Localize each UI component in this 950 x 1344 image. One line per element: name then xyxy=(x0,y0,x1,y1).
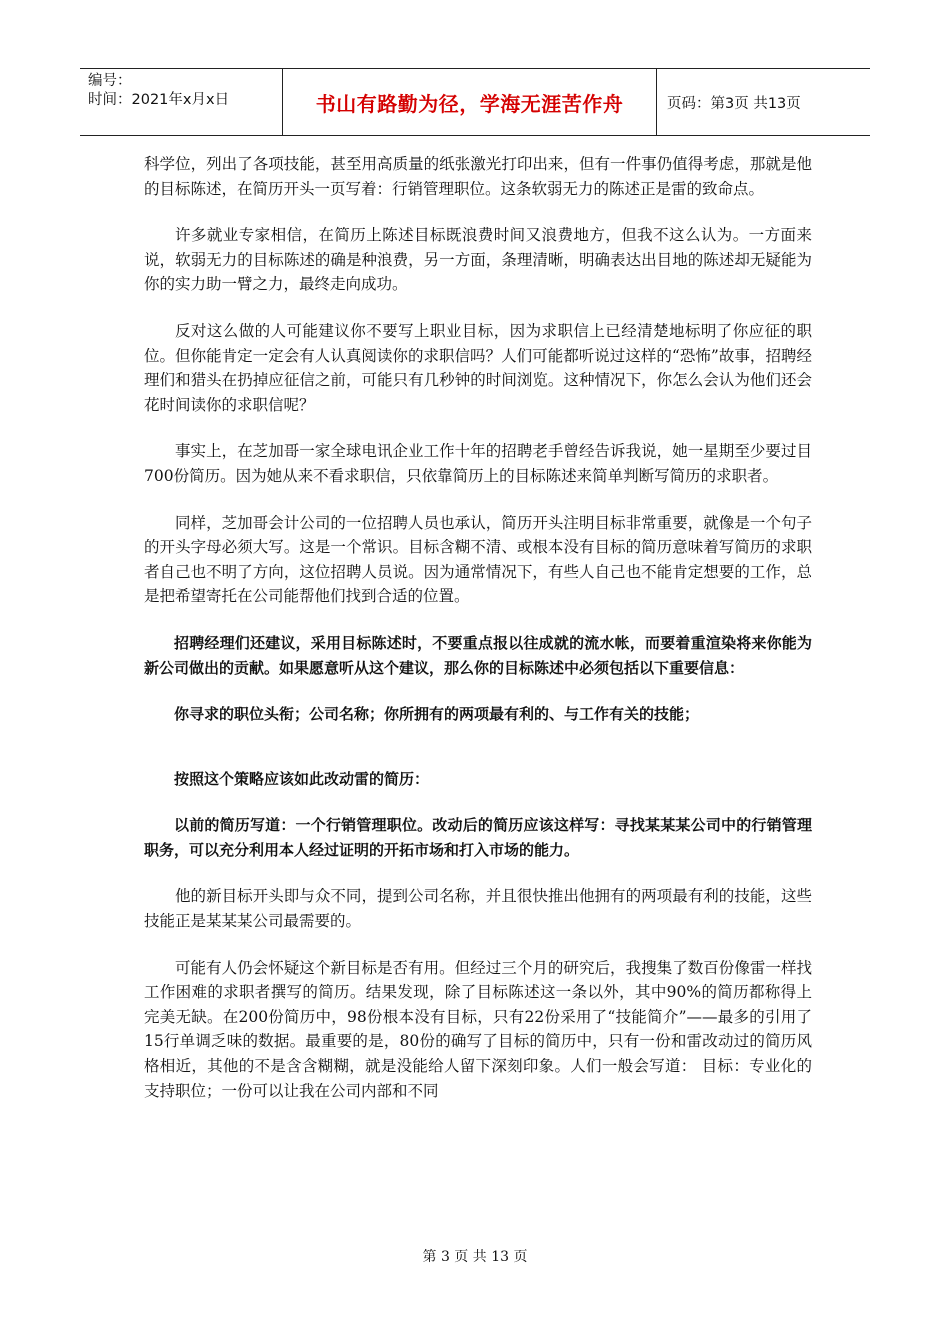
serial-label: 编号： xyxy=(88,73,132,89)
document-body xyxy=(144,152,812,1125)
page-footer: 第 3 页 共 13 页 xyxy=(422,1249,528,1265)
page-header xyxy=(80,68,870,136)
paragraph: 科学位，列出了各项技能，甚至用高质量的纸张激光打印出来，但有一件事仍值得考虑，那就是他的目标陈述，在简历开头一页写着：行销管理职位。这条软弱无力的陈述正是雷的致命点。 xyxy=(144,155,812,198)
bold-paragraph: 以前的简历写道：一个行销管理职位。改动后的简历应该这样写：寻找某某某公司中的行销管理职务，可以充分利用本人经过证明的开拓市场和打入市场的能力。 xyxy=(144,816,812,859)
header-motto: 书山有路勤为径，学海无涯苦作舟 xyxy=(283,69,657,135)
paragraph: 事实上，在芝加哥一家全球电讯企业工作十年的招聘老手曾经告诉我说，她一星期至少要过目700份简历。因为她从来不看求职信，只依靠简历上的目标陈述来简单判断写简历的求职者。 xyxy=(144,442,812,485)
paragraph: 许多就业专家相信，在简历上陈述目标既浪费时间又浪费地方，但我不这么认为。一方面来说，软弱无力的目标陈述的确是种浪费，另一方面，条理清晰，明确表达出目地的陈述却无疑能为你的实力助一臂之力，最终走向成功。 xyxy=(144,226,812,294)
paragraph: 他的新目标开头即与众不同，提到公司名称，并且很快推出他拥有的两项最有利的技能，这些技能正是某某某公司最需要的。 xyxy=(144,887,812,931)
bold-paragraph: 招聘经理们还建议，采用目标陈述时，不要重点报以往成就的流水帐，而要着重渲染将来你能为新公司做出的贡献。如果愿意听从这个建议，那么你的目标陈述中必须包括以下重要信息： xyxy=(144,633,812,677)
paragraph: 反对这么做的人可能建议你不要写上职业目标，因为求职信上已经清楚地标明了你应征的职位。但你能肯定一定会有人认真阅读你的求职信吗？人们可能都听说过这样的“恐怖”故事，招聘经理们和猎头在扔掉应征信之前，可能只有几秒钟的时间浏览。这种情况下，你怎么会认为他们还会花时间读你的求职信呢？ xyxy=(144,321,812,414)
paragraph: 可能有人仍会怀疑这个新目标是否有用。但经过三个月的研究后，我搜集了数百份像雷一样找工作困难的求职者撰写的简历。结果发现，除了目标陈述这一条以外，其中90%的简历都称得上完美无缺。在200份简历中，98份根本没有目标，只有22份采用了“技能简介”——最多的引用了15行单调乏味的数据。最重要的是，80份的确写了目标的简历中，只有一份和雷改动过的简历风格相近，其他的不是含含糊糊，就是没能给人留下深刻印象。人们一般会写道： 目标：专业化的支持职位；一份可以让我在公司内部和不同 xyxy=(144,958,812,1100)
paragraph: 同样，芝加哥会计公司的一位招聘人员也承认，简历开头注明目标非常重要，就像是一个句子的开头字母必须大写。这是一个常识。目标含糊不清、或根本没有目标的简历意味着写简历的求职者自己也不明了方向，这位招聘人员说。因为通常情况下，有些人自己也不能肯定想要的工作，总是把希望寄托在公司能帮他们找到合适的位置。 xyxy=(144,513,812,606)
bold-paragraph: 按照这个策略应该如此改动雷的简历： xyxy=(174,769,430,788)
header-page-info: 页码：第3页 共13页 xyxy=(667,95,801,112)
spacer xyxy=(144,749,812,767)
header-meta xyxy=(80,69,283,135)
bold-paragraph: 你寻求的职位头衔；公司名称；你所拥有的两项最有利的、与工作有关的技能； xyxy=(174,705,700,724)
date-label: 时间：2021年x月x日 xyxy=(88,92,230,108)
